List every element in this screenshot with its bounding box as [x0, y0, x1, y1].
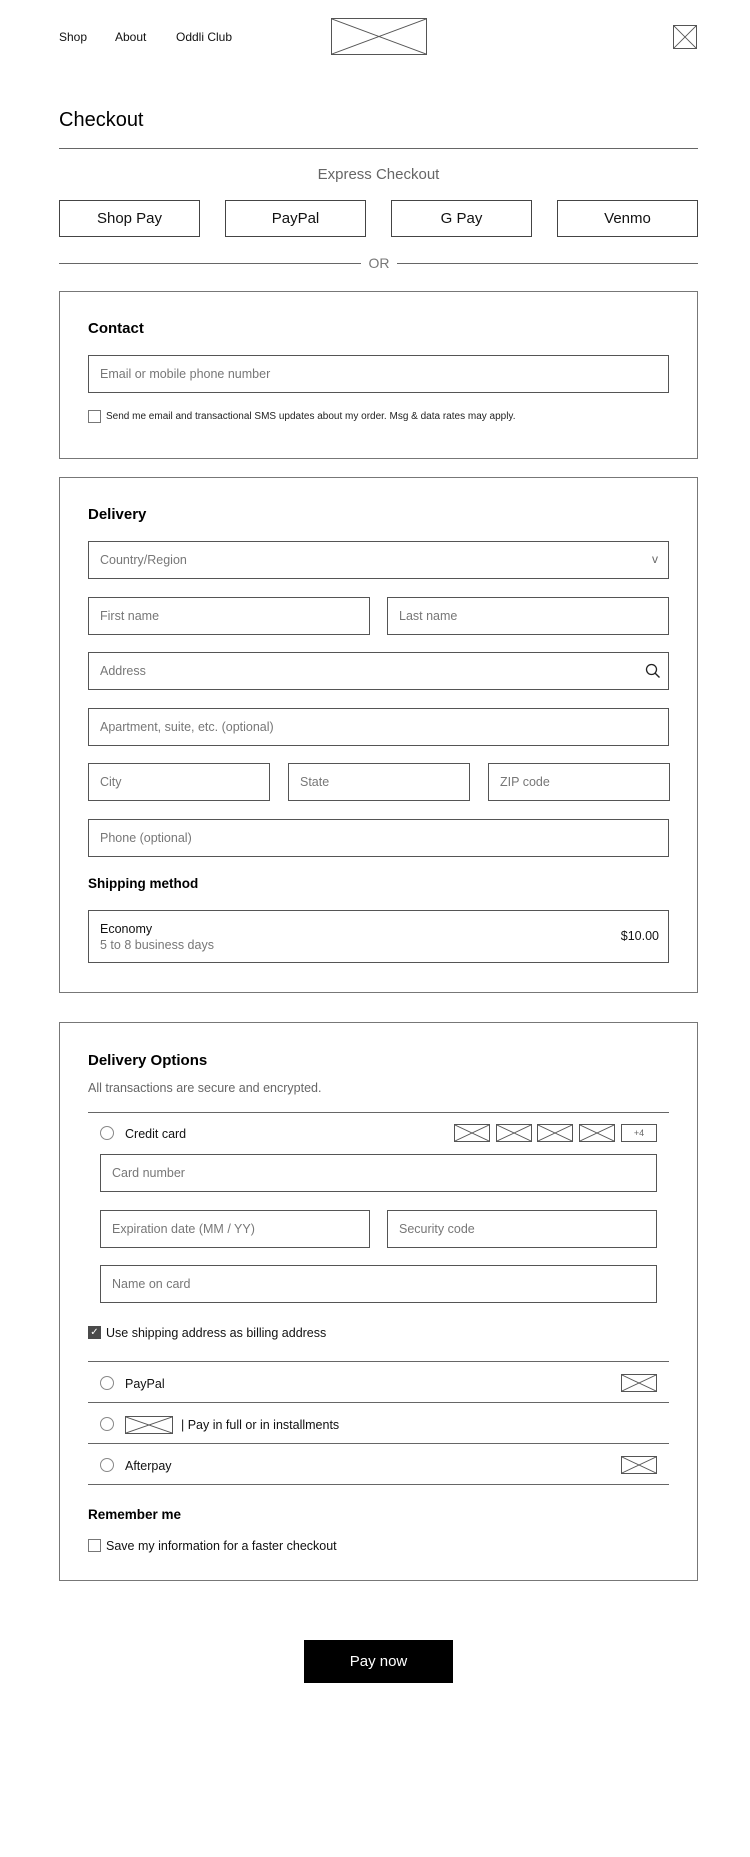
afterpay-radio[interactable] — [100, 1458, 114, 1472]
credit-card-label: Credit card — [125, 1127, 187, 1141]
chevron-down-icon: v — [652, 552, 658, 566]
last-name-field[interactable] — [387, 597, 669, 635]
card-brand-icon — [496, 1124, 532, 1142]
email-field-placeholder: Email or mobile phone number — [100, 367, 271, 381]
delivery-title: Delivery — [88, 506, 147, 523]
installments-label: | Pay in full or in installments — [181, 1418, 340, 1432]
expiration-placeholder: Expiration date (MM / YY) — [112, 1222, 255, 1236]
sms-optin-label: Send me email and transactional SMS updates about my order. Msg & data rates may apply. — [106, 411, 516, 422]
shipping-option-economy[interactable] — [88, 910, 669, 963]
payment-subtitle: All transactions are secure and encrypted. — [88, 1081, 322, 1095]
card-brand-icon — [579, 1124, 615, 1142]
expiration-field[interactable] — [100, 1210, 370, 1248]
nav-oddli-club-link[interactable]: Oddli Club — [176, 30, 233, 44]
address-placeholder: Address — [100, 664, 146, 678]
afterpay-logo-icon — [621, 1456, 657, 1474]
name-on-card-placeholder: Name on card — [112, 1277, 191, 1291]
gpay-button[interactable]: G Pay — [391, 200, 532, 237]
payment-option-divider — [88, 1443, 669, 1444]
apartment-placeholder: Apartment, suite, etc. (optional) — [100, 720, 274, 734]
payment-divider — [88, 1112, 669, 1113]
pay-now-button[interactable]: Pay now — [304, 1640, 453, 1683]
security-code-placeholder: Security code — [399, 1222, 475, 1236]
or-divider-left — [59, 263, 361, 264]
page-title: Checkout — [59, 109, 144, 131]
nav-about-link[interactable]: About — [115, 30, 147, 44]
last-name-placeholder: Last name — [399, 609, 458, 623]
city-placeholder: City — [100, 775, 122, 789]
nav-shop-link[interactable]: Shop — [59, 30, 88, 44]
or-divider-label: OR — [368, 255, 390, 271]
logo-placeholder-icon[interactable] — [331, 18, 427, 55]
installments-logo-icon — [125, 1416, 173, 1434]
card-more-badge: +4 — [621, 1124, 657, 1142]
zip-placeholder: ZIP code — [500, 775, 550, 789]
search-icon[interactable] — [645, 663, 661, 679]
afterpay-label: Afterpay — [125, 1459, 172, 1473]
zip-field[interactable] — [488, 763, 670, 801]
sms-optin-checkbox[interactable] — [88, 410, 101, 423]
state-field[interactable] — [288, 763, 470, 801]
shipping-method-title: Shipping method — [88, 876, 199, 891]
title-divider — [59, 148, 698, 149]
paypal-logo-icon — [621, 1374, 657, 1392]
card-brand-icon — [454, 1124, 490, 1142]
payment-option-divider — [88, 1484, 669, 1485]
shipping-option-name: Economy — [100, 922, 153, 936]
billing-same-checkbox[interactable]: ✓ — [88, 1326, 101, 1339]
city-field[interactable] — [88, 763, 270, 801]
save-info-checkbox[interactable] — [88, 1539, 101, 1552]
country-select[interactable] — [88, 541, 669, 579]
or-divider-right — [397, 263, 698, 264]
shipping-option-price: $10.00 — [620, 929, 659, 943]
paypal-label: PayPal — [125, 1377, 165, 1391]
card-brand-icon — [537, 1124, 573, 1142]
shop-pay-button[interactable]: Shop Pay — [59, 200, 200, 237]
name-on-card-field[interactable] — [100, 1265, 657, 1303]
phone-placeholder: Phone (optional) — [100, 831, 192, 845]
first-name-field[interactable] — [88, 597, 370, 635]
account-placeholder-icon[interactable] — [673, 25, 697, 49]
phone-field[interactable] — [88, 819, 669, 857]
remember-me-title: Remember me — [88, 1507, 182, 1522]
credit-card-radio[interactable] — [100, 1126, 114, 1140]
payment-title: Delivery Options — [88, 1052, 208, 1069]
contact-title: Contact — [88, 320, 144, 337]
save-info-label: Save my information for a faster checkout — [106, 1539, 337, 1553]
payment-option-divider — [88, 1402, 669, 1403]
security-code-field[interactable] — [387, 1210, 657, 1248]
paypal-express-button[interactable]: PayPal — [225, 200, 366, 237]
state-placeholder: State — [300, 775, 330, 789]
venmo-button[interactable]: Venmo — [557, 200, 698, 237]
installments-radio[interactable] — [100, 1417, 114, 1431]
paypal-radio[interactable] — [100, 1376, 114, 1390]
apartment-field[interactable] — [88, 708, 669, 746]
first-name-placeholder: First name — [100, 609, 160, 623]
email-field[interactable] — [88, 355, 669, 393]
billing-same-label: Use shipping address as billing address — [106, 1326, 327, 1340]
card-number-field[interactable] — [100, 1154, 657, 1192]
express-checkout-title: Express Checkout — [317, 166, 440, 183]
address-field[interactable] — [88, 652, 669, 690]
shipping-option-eta: 5 to 8 business days — [100, 938, 214, 952]
country-select-placeholder: Country/Region — [100, 553, 187, 567]
payment-option-divider — [88, 1361, 669, 1362]
card-number-placeholder: Card number — [112, 1166, 185, 1180]
